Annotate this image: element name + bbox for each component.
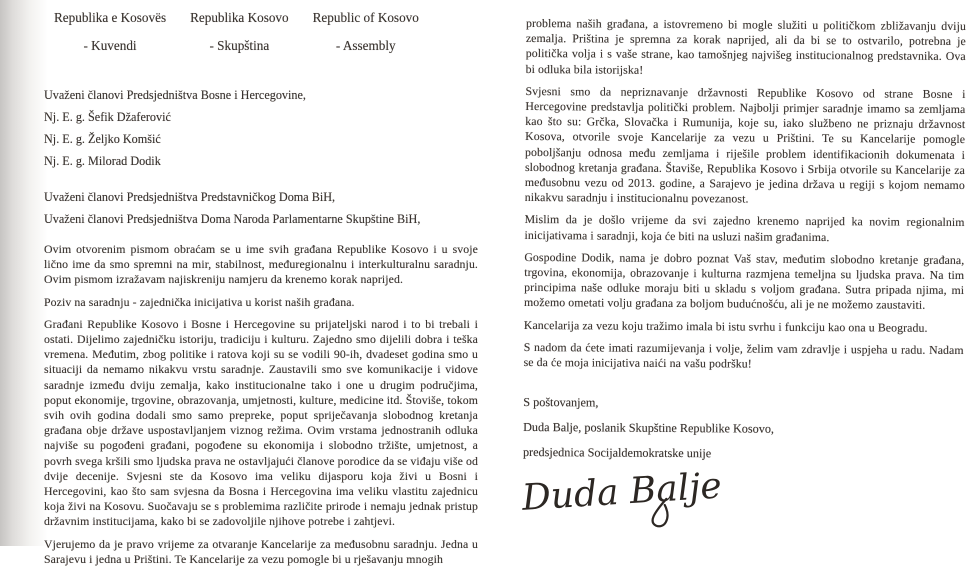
recipient-list: [44, 106, 478, 172]
paragraph-initiatives: Mislim da je došlo vrijeme da svi zajedno krenemo naprijed ka novim regionalnim inicijativama i saradnji, koja će biti na usluzi našim građanima.: [524, 212, 965, 244]
signature-image: [516, 467, 756, 541]
signatory-title-line: predsjednica Socijaldemokratske unije: [522, 445, 712, 461]
letterhead-line: - Kuvendi: [83, 38, 137, 53]
salutation-peoples: Uvaženi članovi Predsjedništva Doma Naroda Parlamentarne Skupštine BiH,: [44, 212, 421, 226]
paragraph-intro: Ovim otvorenim pismom obraćam se u ime svih građana Republike Kosovo i u svoje lično ime da smo spremni na mir, stabilnost, međuregionalnu i interkulturalnu saradnju. Ovim pismom izražavam najiskreniju namjeru da krenemo korak naprijed.: [44, 242, 478, 287]
signatory-name-line: Duda Balje, poslanik Skupštine Republike Kosovo,: [523, 420, 775, 436]
letterhead: [54, 4, 478, 60]
paragraph-dodik: Gospodine Dodik, nama je dobro poznat Vaš stav, međutim slobodno kretanje građana, trgovina, ekonomija, obrazovanje i kulturna razmjena temeljna su ljudska prava. Na tim principima naše odluke moraju biti u skladu s voljom građana. Sutra pripada njima, mi možemo ometati volju građana za boljom budućnošću, ali je ne možemo zaustaviti.: [523, 249, 965, 313]
paragraph-hope: S nadom da ćete imati razumijevanja i volje, želim vam zdravlje i uspjeha u radu. Nadam se da će moja inicijativa naići na vašu podršku!: [523, 339, 964, 371]
signature-script-text: Duda Balje: [520, 465, 723, 520]
paragraph-call-heading: Poziv na saradnju - zajednička inicijativa u korist naših građana.: [44, 294, 355, 309]
closing-regards: S poštovanjem,: [523, 395, 599, 410]
paragraph-office-purpose: Kancelarija za vezu koju tražimo imala bi istu svrhu i funkciju kao ona u Beogradu.: [523, 317, 928, 335]
letterhead-line: Republika e Kosovës: [54, 10, 167, 25]
salutation-house: Uvaženi članovi Predsjedništva Predstavničkog Doma BiH,: [44, 190, 336, 204]
letterhead-line: - Skupština: [209, 38, 270, 53]
handwritten-signature: [516, 467, 962, 542]
letterhead-line: Republic of Kosovo: [312, 10, 419, 25]
letterhead-albanian: [54, 4, 166, 60]
letterhead-line: Republika Kosovo: [190, 10, 289, 25]
paragraph-recognition: Svjesni smo da nepriznavanje državnosti Republike Kosovo od strane Bosne i Hercegovine predstavlja politički problem. Najbolji primjer saradnje imamo sa zemljama kao što su: Grčka, Slovačka i Rumunija, koje su, iako službeno ne priznaju državnost Kosova, otvorile svoje Kancelarije za vezu u Prištini. Te su Kancelarije pomogle poboljšanju odnosa među zemljama i riješile problem identifikacionih dokumenata i slobodnog kretanja građana. Štaviše, Republika Kosovo i Srbija otvorile su Kancelarije za međusobnu vezu od 2013. godine, a Sarajevo je jedina država u regiji s kojom nemamo nikakvu saradnju i institucionalnu povezanost.: [524, 83, 966, 206]
paragraph-offices: Vjerujemo da je pravo vrijeme za otvaranje Kancelarije za međusobnu saradnju. Jedna u Sarajevu i jedna u Prištini. Te Kancelarije za vezu pomogle bi u rješavanju mnogih: [44, 536, 478, 566]
paragraph-history: Građani Republike Kosovo i Bosne i Hercegovine su prijateljski narod i to bi trebali i ostati. Dijelimo zajedničku istoriju, tradiciju i kulturu. Zajedno smo dijelili dobra i teška vremena. Međutim, zbog politike i ratova koji su se vodili 90-ih, dvadeset godina smo u situaciji da nemamo nikakvu vrstu saradnje. Zaustavili smo sve komunikacije i vidove saradnje između dviju zemalja, kako institucionalne tako i one u drugim područjima, poput ekonomije, trgovine, obrazovanja, umjetnosti, kulture, medicine itd. Štoviše, tokom svih ovih godina dodali smo samo prepreke, poput spriječavanja slobodnog kretanja građana obje države uspostavljanjem viznog režima. Ovim vrstama jednostranih odluka najviše su pogođeni građani, pogođene su ekonomija i slobodno tržište, umjetnost, a povrh svega kršili smo ljudska prava ne ostavljajući članove porodice da se viđaju više od dvije decenije. Svjesni ste da Kosovo ima veliku dijasporu koja živi u Bosni i Hercegovini, kao što sam svjesna da Bosna i Hercegovina ima veliku vlastitu zajednicu koja živi na Kosovu. Suočavaju se s problemima različite prirode i nemaju jednak pristup državnim institucijama, kako bi se zadovoljile njihove potrebe i zahtjevi.: [44, 316, 478, 529]
letterhead-line: - Assembly: [335, 38, 396, 53]
recipient-komsic: Nj. E. g. Željko Komšić: [44, 132, 161, 146]
paragraph-continuation: problema naših građana, a istovremeno bi mogle služiti u političkom zbližavanju dviju zemalja. Priština je spremna za korak naprijed, ali da bi se to ostvarilo, potrebna je politička volja i s vaše strane, kao tamošnjeg najvišeg institucionalnog predstavnika. Ova bi odluka bila istorijska!: [525, 15, 967, 77]
letter-page-2: [486, 0, 980, 549]
letter-page-1: [0, 0, 490, 566]
salutation-presidency: Uvaženi članovi Predsjedništva Bosne i Hercegovine,: [44, 88, 306, 102]
salutation-block: [44, 186, 478, 230]
letterhead-serbian: [190, 4, 289, 60]
letterhead-english: [313, 4, 419, 60]
closing-block: [523, 390, 964, 468]
recipient-dzaferovic: Nj. E. g. Šefik Džaferović: [44, 110, 171, 124]
recipient-dodik: Nj. E. g. Milorad Dodik: [44, 154, 161, 168]
